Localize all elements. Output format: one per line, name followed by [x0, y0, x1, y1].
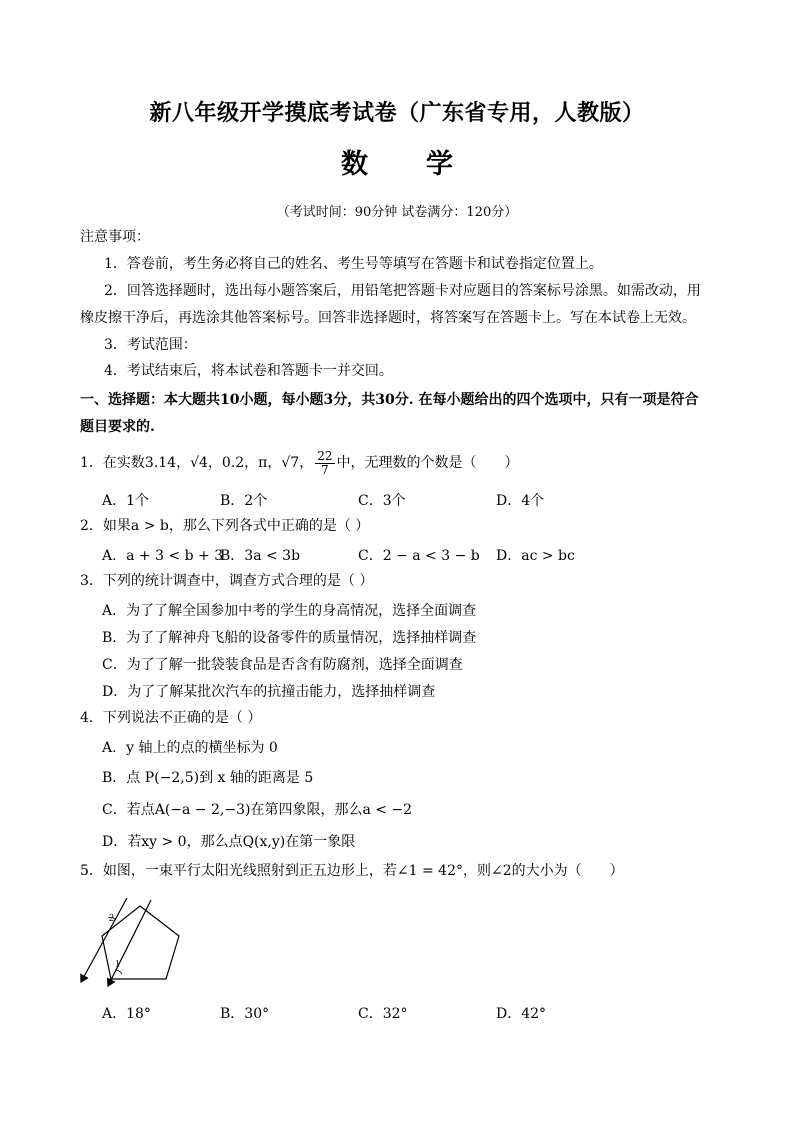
exam-title: 新八年级开学摸底考试卷（广东省专用，人教版） [149, 100, 645, 126]
q1-option-c: C．3个 [358, 493, 406, 509]
q1-text-prefix: 1．在实数3.14， [80, 455, 191, 471]
q3-option-c: C．为了了解一批袋装食品是否含有防腐剂，选择全面调查 [102, 657, 463, 673]
sqrt-7: √7 [281, 455, 300, 471]
angle-2-label: 2 [109, 913, 114, 924]
question-3-stem: 3．下列的统计调查中，调查方式合理的是（ ） [80, 573, 374, 589]
question-1-stem [80, 448, 519, 478]
q5-option-d: D．42° [496, 1006, 547, 1022]
note-item-2-cont: 橡皮擦干净后，再选涂其他答案标号。回答非选择题时，将答案写在答题卡上。写在本试卷上无效。 [80, 310, 696, 326]
q1-option-b: B．2个 [220, 493, 268, 509]
fraction-22-7 [315, 450, 334, 477]
q5-option-b: B．30° [220, 1006, 270, 1022]
q4-option-c: C．若点A(−a − 2,−3)在第四象限，那么a < −2 [102, 802, 413, 818]
section1-instructions: 一、选择题：本大题共10小题，每小题3分，共30分. 在每小题给出的四个选项中，只有一项是符合 [80, 392, 699, 408]
note-item-3: 3．考试范围： [104, 337, 197, 353]
q1-text-mid: ，0.2，π， [207, 455, 282, 471]
q2-option-b: B．3a < 3b [220, 548, 301, 564]
sun-ray-left [81, 898, 127, 982]
q1-separator: ， [299, 455, 314, 471]
note-item-4: 4．考试结束后，将本试卷和答题卡一并交回。 [104, 363, 393, 379]
q4-option-a: A．y 轴上的点的横坐标为 0 [102, 740, 278, 756]
question-5-stem: 5．如图，一束平行太阳光线照射到正五边形上，若∠1 = 42°，则∠2的大小为（ ） [80, 863, 624, 879]
q3-option-b: B．为了了解神舟飞船的设备零件的质量情况，选择抽样调查 [102, 630, 477, 646]
q5-option-a: A．18° [102, 1006, 151, 1022]
q4-option-b: B．点 P(−2,5)到 x 轴的距离是 5 [102, 770, 314, 786]
question-2-stem: 2．如果a > b，那么下列各式中正确的是（ ） [80, 518, 370, 534]
fraction-numerator: 22 [317, 448, 333, 463]
q2-option-c: C．2 − a < 3 − b [358, 548, 480, 564]
q3-option-a: A．为了了解全国参加中考的学生的身高情况，选择全面调查 [102, 603, 477, 619]
pentagon-sunlight-figure [78, 896, 188, 992]
q4-option-d: D．若xy > 0，那么点Q(x,y)在第一象限 [102, 834, 356, 850]
fraction-denominator: 7 [321, 462, 329, 477]
q1-text-suffix: 中，无理数的个数是（ ） [336, 455, 519, 471]
note-item-1: 1．答卷前，考生务必将自己的姓名、考生号等填写在答题卡和试卷指定位置上。 [104, 256, 603, 272]
q2-option-a: A．a + 3 < b + 3 [102, 548, 224, 564]
section1-instructions-cont: 题目要求的. [80, 419, 155, 435]
q3-option-d: D．为了了解某批次汽车的抗撞击能力，选择抽样调查 [102, 684, 436, 700]
sqrt-4: √4 [190, 455, 208, 471]
subject-title: 数学 [341, 149, 511, 180]
note-item-2: 2．回答选择题时，选出每小题答案后，用铅笔把答题卡对应题目的答案标号涂黑。如需改动，用 [104, 283, 701, 299]
q5-option-c: C．32° [358, 1006, 408, 1022]
q1-option-a: A．1个 [102, 493, 150, 509]
angle-1-label: 1 [115, 959, 120, 970]
q2-option-d: D．ac > bc [496, 548, 575, 564]
q1-option-d: D．4个 [496, 493, 545, 509]
question-4-stem: 4．下列说法不正确的是（ ） [80, 710, 262, 726]
sun-ray-right [108, 900, 151, 986]
notes-heading: 注意事项： [80, 229, 150, 245]
exam-info: （考试时间：90分钟 试卷满分：120分） [276, 205, 518, 220]
